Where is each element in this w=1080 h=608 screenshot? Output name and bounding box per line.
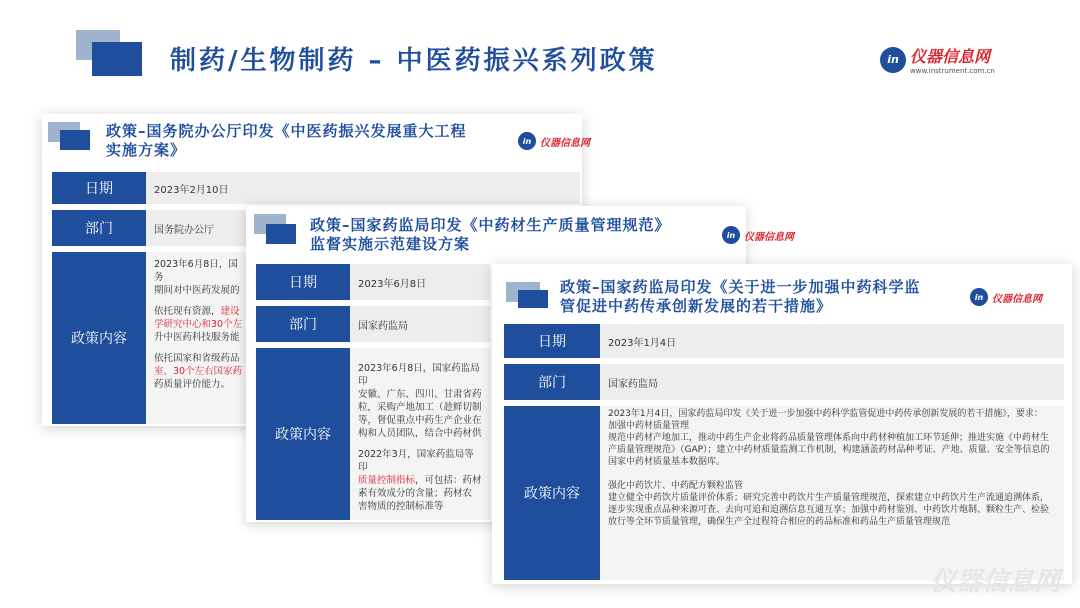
card2-dept-row: [256, 306, 490, 342]
instrument-logo-icon: in: [880, 47, 906, 73]
card2-text: 粒，采购产地加工（趁鲜切制: [358, 402, 482, 413]
card1-decor-dark: [60, 130, 90, 150]
card1-logo: [518, 132, 590, 150]
header-decor-dark: [92, 42, 142, 76]
card2-date-label: 日期: [256, 264, 350, 300]
card1-text: 药质量评价能力。: [154, 379, 231, 390]
card3-date-value: 2023年1月4日: [600, 324, 1064, 358]
card2-text: 2022年3月，国家药监局等印: [358, 449, 474, 473]
card2-text: ，可包括：药材: [415, 475, 482, 486]
card1-date-label: 日期: [52, 172, 146, 204]
card2-date-value: 2023年6月8日: [350, 264, 490, 300]
card3-content-row: [504, 406, 1064, 580]
watermark: 仪器信息网: [929, 567, 1060, 597]
card3-dept-row: [504, 364, 1064, 400]
card2-content-label: 政策内容: [256, 348, 350, 520]
instrument-logo-icon: in: [970, 288, 988, 306]
card1-title: [106, 122, 516, 160]
card3-heading: 强化中药饮片、中药配方颗粒监管: [608, 481, 744, 491]
logo-url: www.instrument.com.cn: [910, 67, 995, 75]
header-logo: [880, 44, 995, 75]
card1-dept-label: 部门: [52, 210, 146, 246]
card2-highlight: 质量控制指标: [358, 475, 416, 486]
card2-title-line2: 监督实施示范建设方案: [310, 235, 471, 253]
card1-dept-value: 国务院办公厅: [146, 210, 252, 246]
card1-text: 2023年6月8日，国务: [154, 259, 238, 283]
card3-logo: [970, 288, 1042, 306]
card2-title-line1: 政策–国家药监局印发《中药材生产质量管理规范》: [310, 216, 671, 234]
card2-text: 素有效成分的含量；药材农: [358, 488, 473, 499]
card1-content-value: [146, 252, 252, 424]
card2-text: 安徽、广东、四川、甘肃省药: [358, 389, 482, 400]
card2-content-row: [256, 348, 490, 520]
card1-date-value: 2023年2月10日: [146, 172, 580, 204]
card1-highlight: 学研究中心和30个左: [154, 319, 243, 330]
card1-text: 期间对中医药发展的: [154, 285, 240, 296]
card1-logo-name: 仪器信息网: [540, 137, 590, 149]
card1-dept-row: [52, 210, 252, 246]
card1-title-line1: 政策–国务院办公厅印发《中医药振兴发展重大工程: [106, 122, 467, 140]
card1-highlight: 建设: [220, 306, 240, 317]
card3-intro: 2023年1月4日，国家药监局印发《关于进一步加强中药科学监管促进中药传承创新发展的若干措施》，要求：: [608, 409, 1043, 419]
card2-title: [310, 216, 720, 254]
card3-text: 建立健全中药饮片质量评价体系；研究完善中药饮片生产质量管理规范，探索建立中药饮片生产流通追溯体系，逐步实现重点品种来源可查、去向可追和追溯信息互通互享；加强中药材鉴别、中药饮片炮制、颗粒生产、检验放行等全环节质量管理，确保生产全过程符合相应的药品标准和药品生产质量管理规范: [608, 493, 1050, 527]
card2-dept-label: 部门: [256, 306, 350, 342]
card2-text: 2023年6月8日，国家药监局印: [358, 363, 480, 387]
card3-title-line1: 政策–国家药监局印发《关于进一步加强中药科学监: [560, 278, 921, 296]
logo-name: 仪器信息网: [910, 47, 991, 66]
card1-content-label: 政策内容: [52, 252, 146, 424]
card3-title-line2: 管促进中药传承创新发展的若干措施》: [560, 297, 833, 315]
card3-date-row: [504, 324, 1064, 358]
card1-title-line2: 实施方案》: [106, 141, 187, 159]
card3-content-value: [600, 406, 1064, 580]
card2-date-row: [256, 264, 490, 300]
card2-logo-name: 仪器信息网: [744, 231, 794, 243]
card3-content-label: 政策内容: [504, 406, 600, 580]
card3-dept-label: 部门: [504, 364, 600, 400]
card3-heading: 加强中药材质量管理: [608, 421, 690, 431]
card1-text: 依托现有资源，: [154, 306, 221, 317]
instrument-logo-icon: in: [722, 226, 740, 244]
card1-content-row: [52, 252, 252, 424]
card1-date-row: [52, 172, 580, 204]
card3-date-label: 日期: [504, 324, 600, 358]
card2-text: 害物质的控制标准等: [358, 501, 444, 512]
card2-decor-dark: [266, 224, 296, 244]
card2-text: 等，督促重点中药生产企业在: [358, 415, 482, 426]
card2-content-value: [350, 348, 490, 520]
card1-text: 升中医药科技服务能: [154, 332, 240, 343]
card2-logo: [722, 226, 794, 244]
instrument-logo-icon: in: [518, 132, 536, 150]
card3-title: [560, 278, 960, 316]
card1-highlight: 室、30个左右国家药: [154, 366, 243, 377]
card3-text: 规范中药材产地加工，推动中药生产企业将药品质量管理体系向中药材种植加工环节延伸；推进实施《中药材生产质量管理规范》（GAP）；建立中药材质量监测工作机制，构建涵盖药材品种考证、产地、质量、安全等信息的国家中药材质量基本数据库。: [608, 433, 1050, 467]
card3-dept-value: 国家药监局: [600, 364, 1064, 400]
page-title: 制药/生物制药 – 中医药振兴系列政策: [170, 46, 658, 76]
card2-text: 构和人员团队，结合中药材供: [358, 428, 482, 439]
card1-text: 依托国家和省级药品: [154, 353, 240, 364]
card3-decor-dark: [518, 290, 548, 308]
card2-dept-value: 国家药监局: [350, 306, 490, 342]
card3-logo-name: 仪器信息网: [992, 293, 1042, 305]
